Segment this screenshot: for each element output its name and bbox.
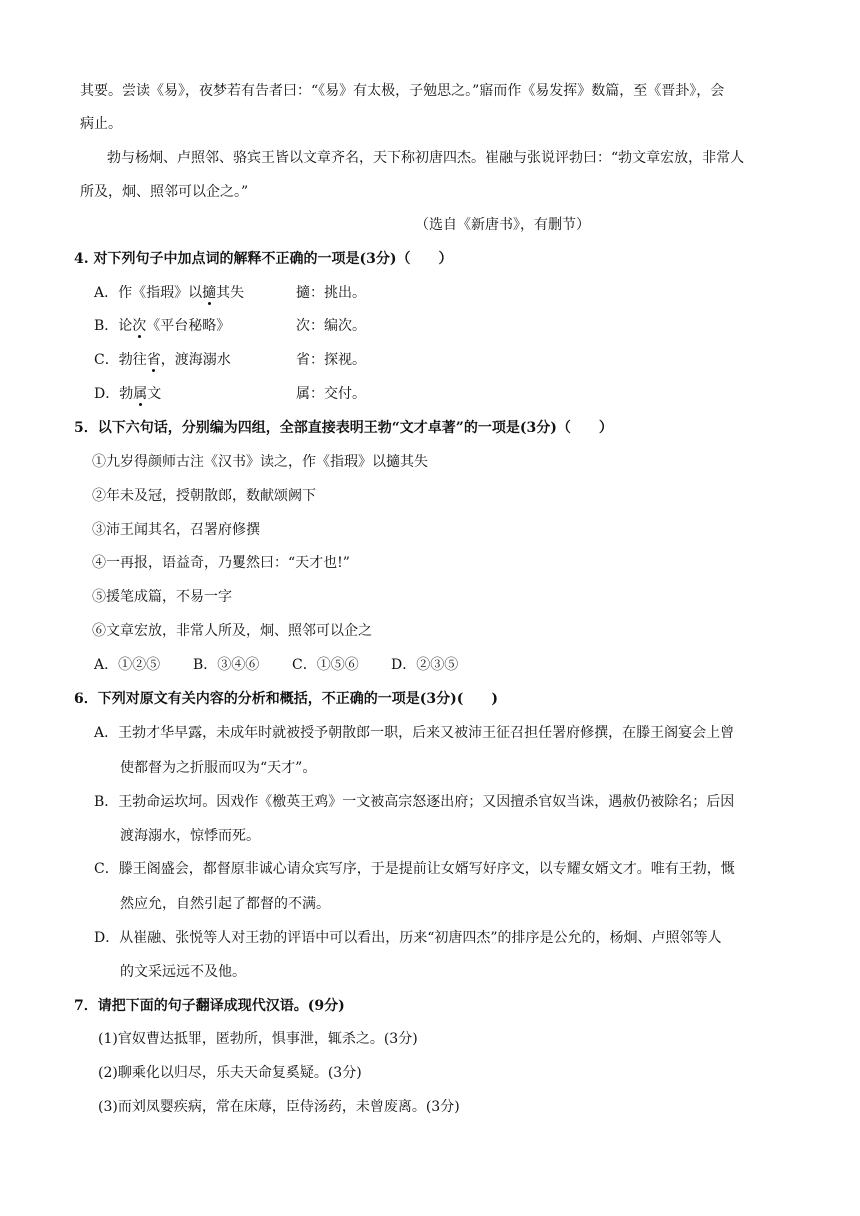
q6-option-b-cont: 渡海溺水，惊悸而死。 bbox=[120, 828, 260, 844]
q5-option-b[interactable]: B．③④⑥ bbox=[193, 657, 260, 673]
question-5-stem: 5．以下六句话，分别编为四组，全部直接表明王勃“文才卓著”的一项是(3分)（ ） bbox=[74, 420, 613, 436]
passage-paragraph-start: 勃与杨炯、卢照邻、骆宾王皆以文章齐名，天下称初唐四杰。崔融与张说评勃曰：“勃文章宏放，非常人 bbox=[107, 150, 745, 166]
q4-option-b-text: B．论次《平台秘略》 bbox=[94, 318, 231, 334]
q5-option-d[interactable]: D．②③⑤ bbox=[391, 657, 459, 673]
q7-sentence-1: (1)官奴曹达抵罪，匿勃所，惧事泄，辄杀之。(3分) bbox=[98, 1031, 418, 1047]
q4-option-c-gloss: 省：探视。 bbox=[296, 352, 366, 368]
question-7-stem: 7．请把下面的句子翻译成现代汉语。(9分) bbox=[74, 998, 345, 1014]
question-6-stem: 6．下列对原文有关内容的分析和概括，不正确的一项是(3分)( ) bbox=[74, 691, 498, 707]
q6-option-b[interactable]: B．王勃命运坎坷。因戏作《檄英王鸡》一文被高宗怒逐出府；又因擅杀官奴当诛，遇赦仍被除名；后因 bbox=[94, 794, 735, 810]
q5-item: ⑤援笔成篇，不易一字 bbox=[92, 589, 232, 605]
q5-option-c[interactable]: C．①⑤⑥ bbox=[292, 657, 359, 673]
q7-sentence-2: (2)聊乘化以归尽，乐夫天命复奚疑。(3分) bbox=[98, 1065, 362, 1081]
question-4-stem: 4. 对下列句子中加点词的解释不正确的一项是(3分)（ ） bbox=[74, 251, 453, 267]
q6-option-d-cont: 的文采远远不及他。 bbox=[120, 964, 246, 980]
passage-source: （选自《新唐书》，有删节） bbox=[415, 217, 590, 233]
q5-item: ⑥文章宏放，非常人所及，炯、照邻可以企之 bbox=[92, 623, 372, 639]
q5-item: ④一再报，语益奇，乃矍然曰：“天才也!” bbox=[92, 555, 350, 571]
q6-option-c-cont: 然应允，自然引起了都督的不满。 bbox=[120, 896, 330, 912]
emphasis-dot-word: 省 bbox=[146, 352, 161, 368]
q6-option-a[interactable]: A．王勃才华早露，未成年时就被授予朝散郎一职，后来又被沛王征召担任署府修撰，在滕王阁宴会上曾 bbox=[94, 725, 735, 741]
q5-option-a[interactable]: A．①②⑤ bbox=[94, 657, 161, 673]
emphasis-dot-word: 属 bbox=[133, 386, 148, 402]
passage-line: 其要。尝读《易》，夜梦若有告者曰：“《易》有太极，子勉思之。”寤而作《易发挥》数篇，至《晋卦》，会 bbox=[80, 83, 725, 99]
q5-item: ③沛王闻其名，召署府修撰 bbox=[92, 522, 260, 538]
emphasis-dot-word: 擿 bbox=[202, 285, 217, 301]
q6-option-c[interactable]: C．滕王阁盛会，都督原非诚心请众宾写序，于是提前让女婿写好序文，以专耀女婿文才。唯有王勃，慨 bbox=[94, 861, 735, 877]
q4-option-c-text: C．勃往省，渡海溺水 bbox=[94, 352, 231, 368]
q4-option-b-gloss: 次：编次。 bbox=[296, 318, 366, 334]
emphasis-dot-word: 次 bbox=[132, 318, 147, 334]
passage-line: 所及，炯、照邻可以企之。” bbox=[80, 184, 249, 200]
q4-option-d-gloss: 属：交付。 bbox=[296, 386, 366, 402]
q5-item: ①九岁得颜师古注《汉书》读之，作《指瑕》以擿其失 bbox=[92, 454, 428, 470]
q6-option-a-cont: 使都督为之折服而叹为“天才”。 bbox=[120, 760, 317, 776]
q4-option-a-text: A．作《指瑕》以擿其失 bbox=[94, 285, 245, 301]
q4-option-a-gloss: 擿：挑出。 bbox=[296, 285, 366, 301]
passage-line: 病止。 bbox=[80, 116, 122, 132]
q6-option-d[interactable]: D．从崔融、张悦等人对王勃的评语中可以看出，历来“初唐四杰”的排序是公允的，杨炯、卢照邻等人 bbox=[94, 930, 722, 946]
q7-sentence-3: (3)而刘凤婴疾病，常在床蓐，臣侍汤药，未曾废离。(3分) bbox=[98, 1099, 460, 1115]
q5-item: ②年未及冠，授朝散郎，数献颂阙下 bbox=[92, 488, 316, 504]
q4-option-d-text: D．勃属文 bbox=[94, 386, 162, 402]
